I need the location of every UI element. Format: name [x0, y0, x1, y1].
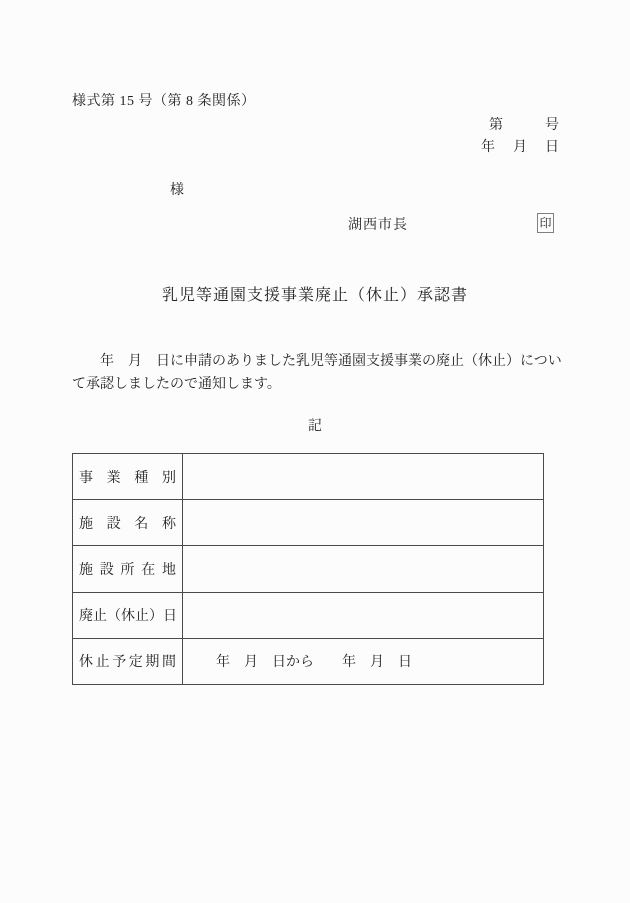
table-label-facility-name: 施 設 名 称	[73, 500, 183, 545]
table-row-suspension-period	[73, 638, 543, 684]
addressee-honorific: 様	[170, 183, 184, 198]
seal-box	[537, 213, 554, 233]
body-text	[72, 350, 562, 396]
table-value-closure-date	[183, 593, 543, 638]
table-value-facility-address	[183, 546, 543, 591]
body-text-line-1: 年 月 日に申請のありました乳児等通園支援事業の廃止（休止）につい	[72, 354, 562, 369]
seal-label: 印	[539, 216, 552, 230]
document-title: 乳児等通園支援事業廃止（休止）承認書	[161, 287, 468, 304]
document-number-line: 第 号	[489, 118, 559, 133]
table-label-suspension-period: 休 止 予 定 期 間	[73, 639, 183, 684]
table-value-suspension-period: 年 月 日から 年 月 日	[216, 655, 412, 671]
table-row-facility-address	[73, 545, 543, 591]
date-line: 年 月 日	[481, 140, 561, 155]
form-table	[72, 453, 544, 685]
form-number: 様式第 15 号（第 8 条関係）	[72, 94, 256, 109]
record-marker: 記	[308, 419, 322, 434]
table-label-closure-date: 廃 止 （ 休 止 ） 日	[73, 593, 183, 638]
table-row-facility-name	[73, 499, 543, 545]
table-label-facility-address: 施 設 所 在 地	[73, 546, 183, 591]
table-value-business-type	[183, 454, 543, 499]
table-row-closure-date	[73, 592, 543, 638]
table-label-business-type: 事 業 種 別	[73, 454, 183, 499]
table-row-business-type	[73, 454, 543, 499]
sender-name: 湖西市長	[348, 218, 408, 233]
body-text-line-2: て承認しましたので通知します。	[72, 377, 281, 392]
table-value-facility-name	[183, 500, 543, 545]
